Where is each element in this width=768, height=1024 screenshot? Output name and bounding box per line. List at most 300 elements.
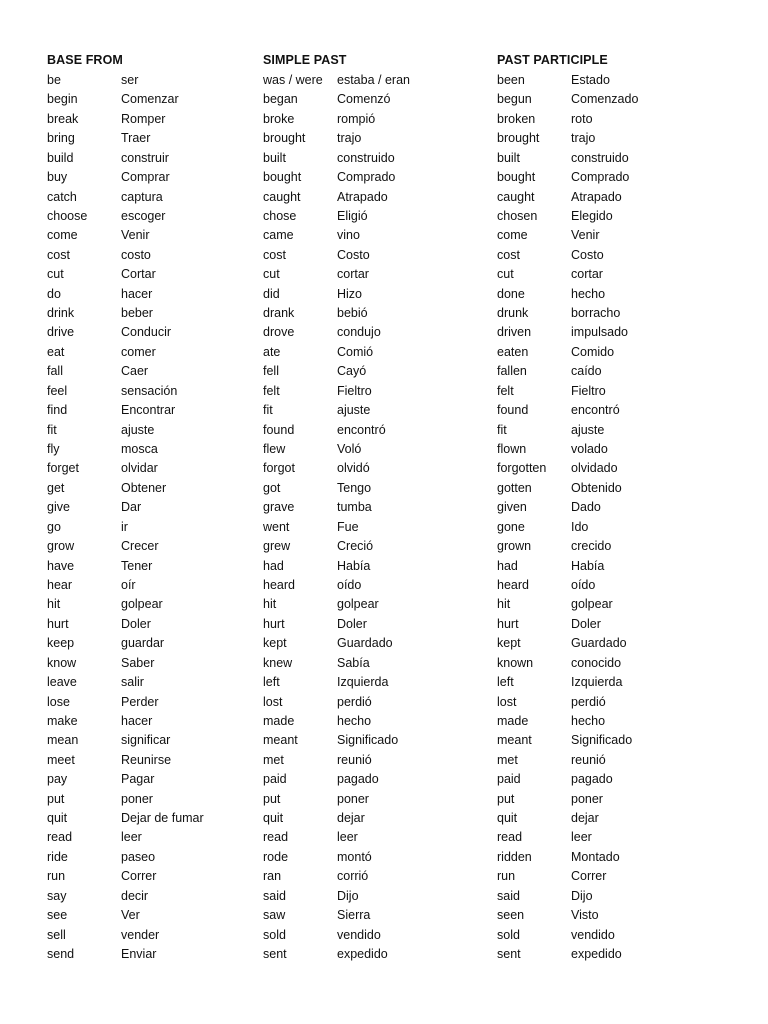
participle-translation: Fieltro <box>571 383 606 398</box>
participle-verb: lost <box>497 694 517 709</box>
past-translation: construido <box>337 150 395 165</box>
table-row <box>0 944 768 963</box>
participle-verb: paid <box>497 772 521 787</box>
base-translation: guardar <box>121 636 165 651</box>
table-row <box>0 303 768 322</box>
past-translation: Comprado <box>337 170 396 185</box>
past-translation: Doler <box>337 616 367 631</box>
base-translation: Comenzar <box>121 92 179 107</box>
table-row <box>0 594 768 613</box>
participle-translation: volado <box>571 442 608 457</box>
participle-verb: chosen <box>497 208 538 223</box>
participle-translation: golpear <box>571 597 613 612</box>
past-translation: Significado <box>337 733 399 748</box>
table-row <box>0 439 768 458</box>
base-translation: Encontrar <box>121 403 176 418</box>
past-verb: hit <box>263 597 277 612</box>
participle-translation: hecho <box>571 286 606 301</box>
past-translation: estaba / eran <box>337 73 410 87</box>
table-row <box>0 109 768 128</box>
base-translation: Doler <box>121 616 151 631</box>
base-translation: Caer <box>121 364 149 379</box>
base-verb: catch <box>47 189 77 204</box>
past-translation: Fue <box>337 519 359 534</box>
participle-verb: caught <box>497 189 535 204</box>
table-row <box>0 692 768 711</box>
base-verb: have <box>47 558 75 573</box>
past-translation: reunió <box>337 752 372 767</box>
participle-translation: ajuste <box>571 422 605 437</box>
past-verb: hurt <box>263 616 285 631</box>
base-verb: break <box>47 111 79 126</box>
participle-verb: meant <box>497 733 532 748</box>
table-row <box>0 827 768 846</box>
past-translation: hecho <box>337 713 372 728</box>
base-verb: fit <box>47 422 57 437</box>
past-verb: sold <box>263 927 286 942</box>
base-translation: decir <box>121 888 149 903</box>
participle-verb: fallen <box>497 364 527 379</box>
base-verb: grow <box>47 539 75 554</box>
table-row <box>0 672 768 691</box>
participle-verb: met <box>497 752 518 767</box>
participle-verb: been <box>497 73 525 87</box>
past-translation: vino <box>337 228 360 243</box>
base-verb: forget <box>47 461 79 476</box>
base-verb: eat <box>47 344 65 359</box>
past-translation: olvidó <box>337 461 370 476</box>
participle-translation: caído <box>571 364 602 379</box>
past-verb: brought <box>263 131 306 146</box>
participle-verb: read <box>497 830 523 845</box>
base-verb: sell <box>47 927 66 942</box>
base-translation: comer <box>121 344 156 359</box>
past-verb: met <box>263 752 284 767</box>
base-verb: quit <box>47 811 68 826</box>
past-verb: put <box>263 791 281 806</box>
base-translation: Pagar <box>121 772 155 787</box>
past-verb: was / were <box>263 73 323 87</box>
table-row <box>0 381 768 400</box>
participle-translation: hecho <box>571 713 606 728</box>
past-translation: Sierra <box>337 908 371 923</box>
participle-verb: felt <box>497 383 514 398</box>
past-verb: flew <box>263 442 286 457</box>
past-verb: began <box>263 92 298 107</box>
base-verb: buy <box>47 170 68 185</box>
base-translation: beber <box>121 306 153 321</box>
past-translation: perdió <box>337 694 372 709</box>
past-verb: felt <box>263 383 280 398</box>
base-translation: oír <box>121 577 136 592</box>
participle-translation: olvidado <box>571 461 618 476</box>
participle-verb: left <box>497 675 514 690</box>
participle-translation: Ido <box>571 519 589 534</box>
participle-verb: drunk <box>497 306 529 321</box>
base-verb: go <box>47 519 61 534</box>
past-verb: built <box>263 150 286 165</box>
participle-translation: reunió <box>571 752 606 767</box>
past-translation: pagado <box>337 772 379 787</box>
base-translation: paseo <box>121 849 156 864</box>
base-translation: significar <box>121 733 171 748</box>
table-row <box>0 556 768 575</box>
base-verb: drive <box>47 325 75 340</box>
table-row <box>0 886 768 905</box>
table-row <box>0 711 768 730</box>
past-verb: ran <box>263 869 282 884</box>
participle-verb: ridden <box>497 849 532 864</box>
participle-verb: driven <box>497 325 532 340</box>
participle-verb: given <box>497 500 527 515</box>
past-translation: Comenzó <box>337 92 391 107</box>
table-row <box>0 284 768 303</box>
participle-translation: Comenzado <box>571 92 639 107</box>
participle-verb: broken <box>497 111 536 126</box>
base-translation: golpear <box>121 597 163 612</box>
past-translation: bebió <box>337 306 368 321</box>
table-row <box>0 167 768 186</box>
past-translation: leer <box>337 830 358 845</box>
participle-translation: roto <box>571 111 593 126</box>
participle-translation: impulsado <box>571 325 628 340</box>
base-verb: hit <box>47 597 61 612</box>
base-verb: be <box>47 73 61 87</box>
base-verb: know <box>47 655 77 670</box>
participle-translation: Costo <box>571 247 604 262</box>
past-verb: made <box>263 713 295 728</box>
header-base-form: BASE FROM <box>47 53 123 67</box>
header-simple-past: SIMPLE PAST <box>263 53 347 67</box>
past-verb: paid <box>263 772 287 787</box>
past-translation: condujo <box>337 325 381 340</box>
base-translation: Tener <box>121 558 153 573</box>
participle-translation: oído <box>571 577 596 592</box>
participle-verb: hit <box>497 597 511 612</box>
participle-verb: gotten <box>497 480 532 495</box>
base-verb: run <box>47 869 66 884</box>
participle-translation: Visto <box>571 908 599 923</box>
base-verb: come <box>47 228 78 243</box>
past-verb: came <box>263 228 294 243</box>
past-translation: corrió <box>337 869 369 884</box>
table-row <box>0 478 768 497</box>
past-translation: rompió <box>337 111 376 126</box>
past-verb: drove <box>263 325 295 340</box>
participle-verb: bought <box>497 170 536 185</box>
base-translation: ir <box>121 519 128 534</box>
base-verb: cut <box>47 267 64 282</box>
base-verb: send <box>47 946 75 961</box>
base-verb: feel <box>47 383 68 398</box>
participle-verb: had <box>497 558 518 573</box>
base-verb: drink <box>47 306 75 321</box>
base-translation: Romper <box>121 111 166 126</box>
base-verb: find <box>47 403 68 418</box>
participle-verb: put <box>497 791 515 806</box>
past-translation: poner <box>337 791 369 806</box>
past-verb: chose <box>263 208 297 223</box>
past-verb: forgot <box>263 461 295 476</box>
past-verb: drank <box>263 306 295 321</box>
past-translation: Voló <box>337 442 362 457</box>
past-translation: Comió <box>337 344 374 359</box>
participle-verb: quit <box>497 811 518 826</box>
table-row <box>0 187 768 206</box>
base-translation: salir <box>121 675 144 690</box>
past-verb: kept <box>263 636 287 651</box>
participle-verb: found <box>497 403 529 418</box>
table-row <box>0 322 768 341</box>
participle-translation: encontró <box>571 403 620 418</box>
participle-verb: fit <box>497 422 507 437</box>
participle-translation: expedido <box>571 946 622 961</box>
table-row <box>0 148 768 167</box>
participle-translation: leer <box>571 830 592 845</box>
participle-verb: flown <box>497 442 527 457</box>
past-translation: ajuste <box>337 403 371 418</box>
past-verb: ate <box>263 344 281 359</box>
past-verb: lost <box>263 694 283 709</box>
table-row <box>0 245 768 264</box>
base-translation: escoger <box>121 208 166 223</box>
participle-verb: hurt <box>497 616 519 631</box>
table-row <box>0 614 768 633</box>
participle-verb: brought <box>497 131 540 146</box>
past-translation: golpear <box>337 597 379 612</box>
base-translation: Ver <box>121 908 140 923</box>
base-verb: lose <box>47 694 70 709</box>
base-verb: hurt <box>47 616 69 631</box>
participle-verb: sold <box>497 927 520 942</box>
participle-translation: perdió <box>571 694 606 709</box>
past-verb: grew <box>263 539 291 554</box>
base-translation: Perder <box>121 694 159 709</box>
participle-translation: Significado <box>571 733 633 748</box>
participle-verb: heard <box>497 577 529 592</box>
base-translation: Venir <box>121 228 150 243</box>
base-verb: make <box>47 713 78 728</box>
table-row <box>0 517 768 536</box>
participle-verb: grown <box>497 539 532 554</box>
verb-rows <box>0 70 768 963</box>
table-row <box>0 128 768 147</box>
base-verb: meet <box>47 752 75 767</box>
table-row <box>0 808 768 827</box>
past-verb: caught <box>263 189 301 204</box>
base-verb: ride <box>47 849 68 864</box>
past-verb: quit <box>263 811 284 826</box>
table-row <box>0 361 768 380</box>
base-translation: vender <box>121 927 160 942</box>
base-translation: Comprar <box>121 170 170 185</box>
table-row <box>0 400 768 419</box>
base-verb: begin <box>47 92 78 107</box>
participle-translation: poner <box>571 791 603 806</box>
base-translation: hacer <box>121 286 153 301</box>
participle-translation: pagado <box>571 772 613 787</box>
base-verb: mean <box>47 733 79 748</box>
participle-translation: construido <box>571 150 629 165</box>
participle-translation: Obtenido <box>571 480 622 495</box>
table-row <box>0 653 768 672</box>
table-row <box>0 420 768 439</box>
table-row <box>0 458 768 477</box>
participle-translation: Izquierda <box>571 675 623 690</box>
participle-translation: Dado <box>571 500 601 515</box>
participle-verb: come <box>497 228 528 243</box>
table-row <box>0 89 768 108</box>
participle-verb: built <box>497 150 520 165</box>
past-translation: Atrapado <box>337 189 388 204</box>
base-translation: mosca <box>121 442 158 457</box>
participle-verb: sent <box>497 946 521 961</box>
table-row <box>0 730 768 749</box>
past-verb: had <box>263 558 284 573</box>
table-row <box>0 769 768 788</box>
participle-translation: Estado <box>571 73 610 87</box>
participle-verb: cut <box>497 267 514 282</box>
base-translation: Enviar <box>121 946 157 961</box>
table-row <box>0 905 768 924</box>
past-translation: vendido <box>337 927 381 942</box>
participle-verb: cost <box>497 247 520 262</box>
base-verb: keep <box>47 636 75 651</box>
past-verb: fit <box>263 403 273 418</box>
participle-verb: gone <box>497 519 525 534</box>
table-row <box>0 264 768 283</box>
participle-translation: Doler <box>571 616 601 631</box>
past-verb: meant <box>263 733 298 748</box>
past-translation: Costo <box>337 247 370 262</box>
past-verb: went <box>263 519 290 534</box>
past-verb: sent <box>263 946 287 961</box>
past-translation: Fieltro <box>337 383 372 398</box>
participle-verb: begun <box>497 92 532 107</box>
header-past-participle: PAST PARTICIPLE <box>497 53 608 67</box>
participle-verb: said <box>497 888 520 903</box>
past-verb: did <box>263 286 280 301</box>
past-verb: heard <box>263 577 295 592</box>
table-row <box>0 70 768 89</box>
participle-translation: crecido <box>571 539 612 554</box>
past-translation: oído <box>337 577 362 592</box>
past-verb: cost <box>263 247 286 262</box>
base-translation: sensación <box>121 383 178 398</box>
base-verb: pay <box>47 772 68 787</box>
past-verb: got <box>263 480 281 495</box>
participle-verb: eaten <box>497 344 529 359</box>
base-verb: give <box>47 500 70 515</box>
base-verb: fall <box>47 364 63 379</box>
table-row <box>0 536 768 555</box>
past-verb: fell <box>263 364 279 379</box>
past-translation: Creció <box>337 539 374 554</box>
table-row <box>0 925 768 944</box>
past-verb: left <box>263 675 280 690</box>
past-translation: Eligió <box>337 208 368 223</box>
participle-verb: seen <box>497 908 525 923</box>
past-verb: bought <box>263 170 302 185</box>
base-translation: Saber <box>121 655 155 670</box>
base-translation: Dejar de fumar <box>121 811 204 826</box>
base-verb: build <box>47 150 74 165</box>
base-translation: Obtener <box>121 480 167 495</box>
table-row <box>0 750 768 769</box>
base-translation: Dar <box>121 500 142 515</box>
past-verb: saw <box>263 908 286 923</box>
past-verb: grave <box>263 500 295 515</box>
participle-translation: Elegido <box>571 208 613 223</box>
past-translation: encontró <box>337 422 386 437</box>
past-translation: expedido <box>337 946 388 961</box>
past-translation: Guardado <box>337 636 393 651</box>
base-translation: hacer <box>121 713 153 728</box>
participle-translation: Guardado <box>571 636 627 651</box>
past-translation: Sabía <box>337 655 370 670</box>
base-translation: construir <box>121 150 169 165</box>
participle-translation: Comido <box>571 344 615 359</box>
table-row <box>0 497 768 516</box>
participle-verb: made <box>497 713 529 728</box>
participle-translation: cortar <box>571 267 603 282</box>
participle-verb: forgotten <box>497 461 547 476</box>
participle-translation: Montado <box>571 849 620 864</box>
participle-translation: Había <box>571 558 605 573</box>
past-translation: montó <box>337 849 372 864</box>
base-translation: ajuste <box>121 422 155 437</box>
past-translation: Dijo <box>337 888 359 903</box>
participle-translation: conocido <box>571 655 622 670</box>
base-verb: leave <box>47 675 77 690</box>
base-translation: captura <box>121 189 163 204</box>
past-translation: tumba <box>337 500 372 515</box>
participle-verb: run <box>497 869 516 884</box>
base-verb: bring <box>47 131 75 146</box>
participle-verb: kept <box>497 636 521 651</box>
past-verb: knew <box>263 655 293 670</box>
base-translation: Conducir <box>121 325 172 340</box>
base-translation: ser <box>121 73 139 87</box>
base-translation: leer <box>121 830 142 845</box>
participle-translation: Atrapado <box>571 189 622 204</box>
past-translation: Izquierda <box>337 675 389 690</box>
base-verb: say <box>47 888 67 903</box>
table-row <box>0 225 768 244</box>
past-translation: dejar <box>337 811 365 826</box>
base-translation: Crecer <box>121 539 159 554</box>
past-translation: trajo <box>337 131 362 146</box>
past-translation: Hizo <box>337 286 363 301</box>
past-verb: rode <box>263 849 289 864</box>
participle-translation: Comprado <box>571 170 630 185</box>
past-translation: Cayó <box>337 364 367 379</box>
table-row <box>0 789 768 808</box>
participle-translation: dejar <box>571 811 599 826</box>
participle-verb: known <box>497 655 534 670</box>
participle-translation: borracho <box>571 306 621 321</box>
base-verb: fly <box>47 442 60 457</box>
base-translation: poner <box>121 791 153 806</box>
table-row <box>0 847 768 866</box>
base-verb: get <box>47 480 65 495</box>
participle-translation: Venir <box>571 228 600 243</box>
table-row <box>0 866 768 885</box>
base-verb: hear <box>47 577 73 592</box>
base-translation: costo <box>121 247 151 262</box>
base-translation: Traer <box>121 131 151 146</box>
base-verb: choose <box>47 208 88 223</box>
